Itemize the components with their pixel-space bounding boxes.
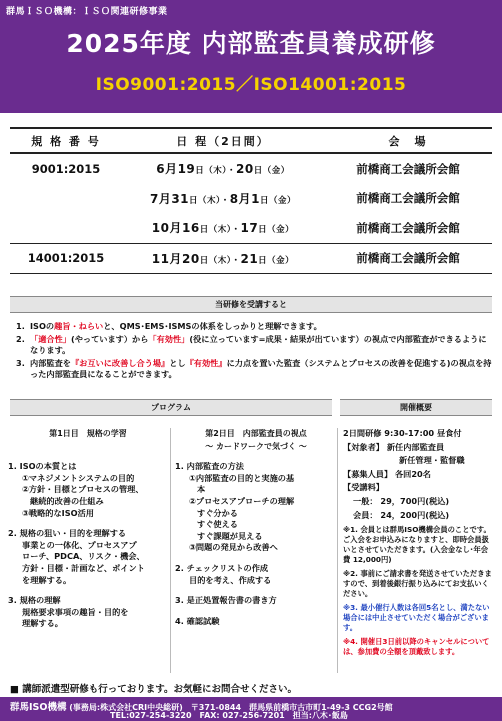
divider [337,428,338,673]
list-item: 1. ISOの趣旨・ねらいと、QMS･EMS･ISMSの体系をしっかりと理解できます。 [16,321,322,331]
col-dates: 日 程（2日間） [122,128,324,153]
table-row [10,243,492,273]
standard-cell [10,213,122,243]
day1-heading: 第1日目 規格の学習 [49,429,127,438]
header-banner [0,0,502,113]
footer-note: ■ 講師派遣型研修も行っております。お気軽にお問合せください。 [10,684,298,695]
day2-heading: 第2日目 内部監査員の視点 [205,429,307,438]
outline-bar: 開催概要 [340,399,492,416]
note-2: ※2. 事前にご請求書を発送させていただきますので、到着後銀行振り込みにてお支払いください。 [343,569,492,599]
fee-label: 【受講料】 [343,482,384,493]
date-cell: 10月16日（木）・17日（金） [122,213,324,243]
fee-general: 一般： 29，700円(税込) [353,495,450,506]
venue-cell: 前橋商工会議所会館 [356,191,460,205]
list-item: 3. 規格の理解 規格要求事項の趣旨・目的を 理解する。 [8,595,129,629]
outline-column [343,428,493,657]
goals-list [16,321,492,382]
organizer-line: 群馬ＩＳＯ機構：ＩＳＯ関連研修事業 [6,7,168,17]
recruit-text: 【募集人員】 各回20名 [343,468,431,479]
table-row [10,213,492,243]
date-cell: 6月19日（木）・20日（金） [156,162,290,176]
list-item: 2. 規格の狙い・目的を理解する 事業との一体化、プロセスアプ ローチ、PDCA、リスク・機会、 方針・目標・計画など、ポイント を理解する。 [8,528,145,585]
fee-member: 会員： 24，200円(税込) [353,509,450,520]
divider [170,428,171,673]
note-1: ※1. 会員とは群馬ISO機構会員のことです。ご入会をお申込みになりますと、即時会員扱いとさせていただきます。(入会金なし･年会費 12,000円) [343,525,491,565]
list-item: 3. 是正処置報告書の書き方 [175,595,277,606]
venue-cell: 前橋商工会議所会館 [324,243,492,273]
schedule-table [10,127,492,274]
target-text-2: 新任管理・監督職 [399,455,465,466]
list-item: 4. 確認試験 [175,615,220,626]
goals-bar: 当研修を受講すると [10,296,492,313]
list-item: 3. 内部監査を『お互いに改善し合う場』とし『有効性』に力点を置いた監査（システムとプロセスの改善を促進する)の視点を持った内部監査員になることができます。 [16,357,492,379]
program-bar: プログラム [10,399,332,416]
list-item: 1. ISOの本質とは ①マネジメントシステムの目的 ②方針・目標とプロセスの管理、 継続的改善の仕組み ③戦略的なISO活用 [8,461,144,518]
day2-column [175,428,337,627]
target-text: 【対象者】 新任内部監査員 [343,441,445,452]
note-3: ※3. 最小催行人数は各回5名とし、満たない場合には中止させていただく場合がございます。 [343,603,490,633]
table-row [10,183,492,213]
table-row [10,153,492,183]
hours-text: 2日間研修 9:30-17:00 昼食付 [343,428,462,438]
org-sub: (事務局:株式会社CRI中央総研) [69,703,183,712]
schedule-header-row [10,128,492,153]
standard-cell: 9001:2015 [31,161,101,176]
date-cell: 7月31日（木）・8月1日（金） [149,191,297,206]
list-item: 1. 内部監査の方法 ①内部監査の目的と実施の基 本 ②プロセスアプローチの理解 すぐ分かる すぐ使える すぐ課題が見える ③問題の発見から改善へ [175,461,295,553]
day1-column [8,428,168,630]
venue-cell: 前橋商工会議所会館 [324,213,492,243]
standard-cell [10,183,122,213]
day2-subheading: ～ カードワークで気づく ～ [205,441,307,451]
contact: TEL:027-254-3220 FAX: 027-256-7201 担当:八木･飯島 [110,711,348,720]
footer-banner [0,697,502,721]
page-subtitle: ISO9001:2015／ISO14001:2015 [95,75,407,95]
date-cell: 11月20日（木）・21日（金） [122,243,324,273]
org-name: 群馬ISO機構 [10,702,67,713]
col-venue: 会 場 [324,128,492,153]
note-4: ※4. 開催日3日前以降のキャンセルについては、参加費の全額を頂戴致します。 [343,637,490,657]
col-standard: 規 格 番 号 [10,128,122,153]
address: 〒371-0844 群馬県前橋市古市町1-49-3 CCG2号館 [190,703,393,712]
venue-cell: 前橋商工会議所会館 [356,161,460,176]
standard-cell: 14001:2015 [10,243,122,273]
list-item: 2. 「適合性」(やっています）から「有効性」(役に立っています=成果・結果が出ています）の視点で内部監査ができるようになります。 [16,333,487,355]
list-item: 2. チェックリストの作成 目的を考え、作成する [175,562,272,585]
page-title: 2025年度 内部監査員養成研修 [66,29,436,58]
